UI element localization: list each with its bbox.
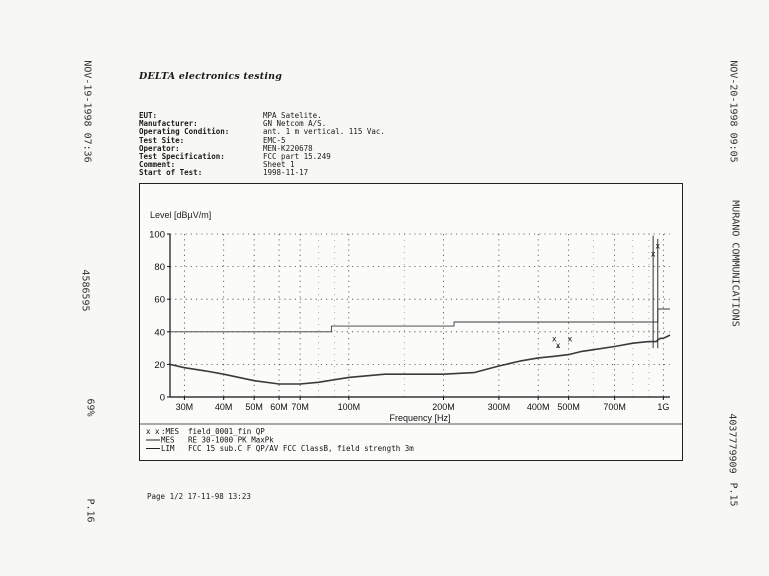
emission-chart (140, 184, 682, 460)
x-tick-label: 300M (487, 402, 511, 412)
info-key: Manufacturer: (139, 119, 198, 129)
lab-title: DELTA electronics testing (139, 71, 283, 82)
x-tick-label: 30M (175, 402, 194, 412)
info-value: 1998-11-17 (263, 168, 309, 178)
y-tick-label: 20 (154, 359, 165, 371)
chart-frame (139, 183, 683, 461)
x-tick-label: 100M (337, 402, 361, 412)
info-key: Test Site: (139, 135, 185, 145)
info-value: ant. 1 m vertical. 115 Vac. (263, 127, 385, 137)
y-tick-label: 40 (154, 327, 165, 339)
y-tick-label: 80 (154, 262, 165, 274)
info-key: EUT: (139, 111, 158, 120)
info-key: Comment: (139, 160, 176, 170)
legend-text: FCC 15 sub.C F QP/AV FCC ClassB, field strength 3m (188, 444, 414, 453)
measurement-marker: x (655, 241, 661, 251)
margin-right-date: NOV-20-1998 09:05 (727, 60, 739, 163)
x-tick-label: 200M (432, 402, 455, 412)
info-row (139, 169, 385, 177)
x-tick-label: 60M (270, 402, 288, 412)
legend-code: LIM (161, 444, 175, 453)
series-line-mes (170, 335, 670, 384)
info-key: Test Specification: (139, 152, 225, 162)
measurement-marker: x (551, 334, 557, 344)
info-row (139, 153, 385, 161)
margin-right-number: 4037779909 (726, 413, 738, 474)
page-footer: Page 1/2 17-11-98 13:23 (147, 492, 251, 501)
info-value: FCC part 15.249 (263, 152, 331, 162)
margin-left-percent: 69% (84, 398, 96, 417)
margin-left-date: NOV-19-1998 07:36 (81, 60, 93, 163)
x-tick-label: 70M (291, 402, 309, 412)
legend-text: field_0001_fin QP (188, 427, 265, 436)
x-tick-label: 400M (526, 402, 550, 412)
x-tick-label: 1G (657, 402, 670, 412)
info-value: GN Netcom A/S. (263, 119, 327, 129)
y-tick-label: 0 (159, 392, 165, 404)
info-key: Operating Condition: (139, 127, 230, 137)
margin-right-company: MURANO COMMUNICATIONS (729, 200, 741, 327)
info-key: Operator: (139, 143, 180, 153)
y-tick-label: 100 (149, 229, 165, 241)
legend-symbol: x x (146, 427, 160, 436)
measurement-marker: x (650, 249, 656, 259)
legend-text: RE 30-1000 PK MaxPk (188, 435, 274, 445)
info-value: EMC-5 (263, 135, 286, 145)
legend-code: MES (161, 435, 175, 445)
test-info-block (139, 112, 385, 178)
info-key: Start of Test: (139, 168, 203, 178)
margin-right-page: P.15 (727, 482, 739, 507)
x-tick-label: 40M (214, 402, 233, 412)
x-axis-label: Frequency [Hz] (389, 413, 451, 423)
measurement-marker: x (567, 334, 573, 344)
legend-code: :MES (161, 427, 180, 436)
measurement-marker: x (555, 340, 561, 350)
info-value: MPA Satelite. (263, 111, 322, 120)
margin-left-page: P.16 (84, 498, 96, 523)
x-tick-label: 50M (245, 402, 263, 412)
series-line-lim (170, 309, 670, 332)
x-tick-label: 500M (557, 402, 580, 412)
info-value: Sheet 1 (263, 160, 295, 170)
info-value: MEN-K220678 (263, 143, 313, 153)
x-tick-label: 700M (603, 402, 626, 412)
y-tick-label: 60 (154, 294, 165, 306)
y-axis-label: Level [dBµV/m] (150, 210, 212, 220)
margin-left-number: 4586595 (79, 269, 91, 312)
